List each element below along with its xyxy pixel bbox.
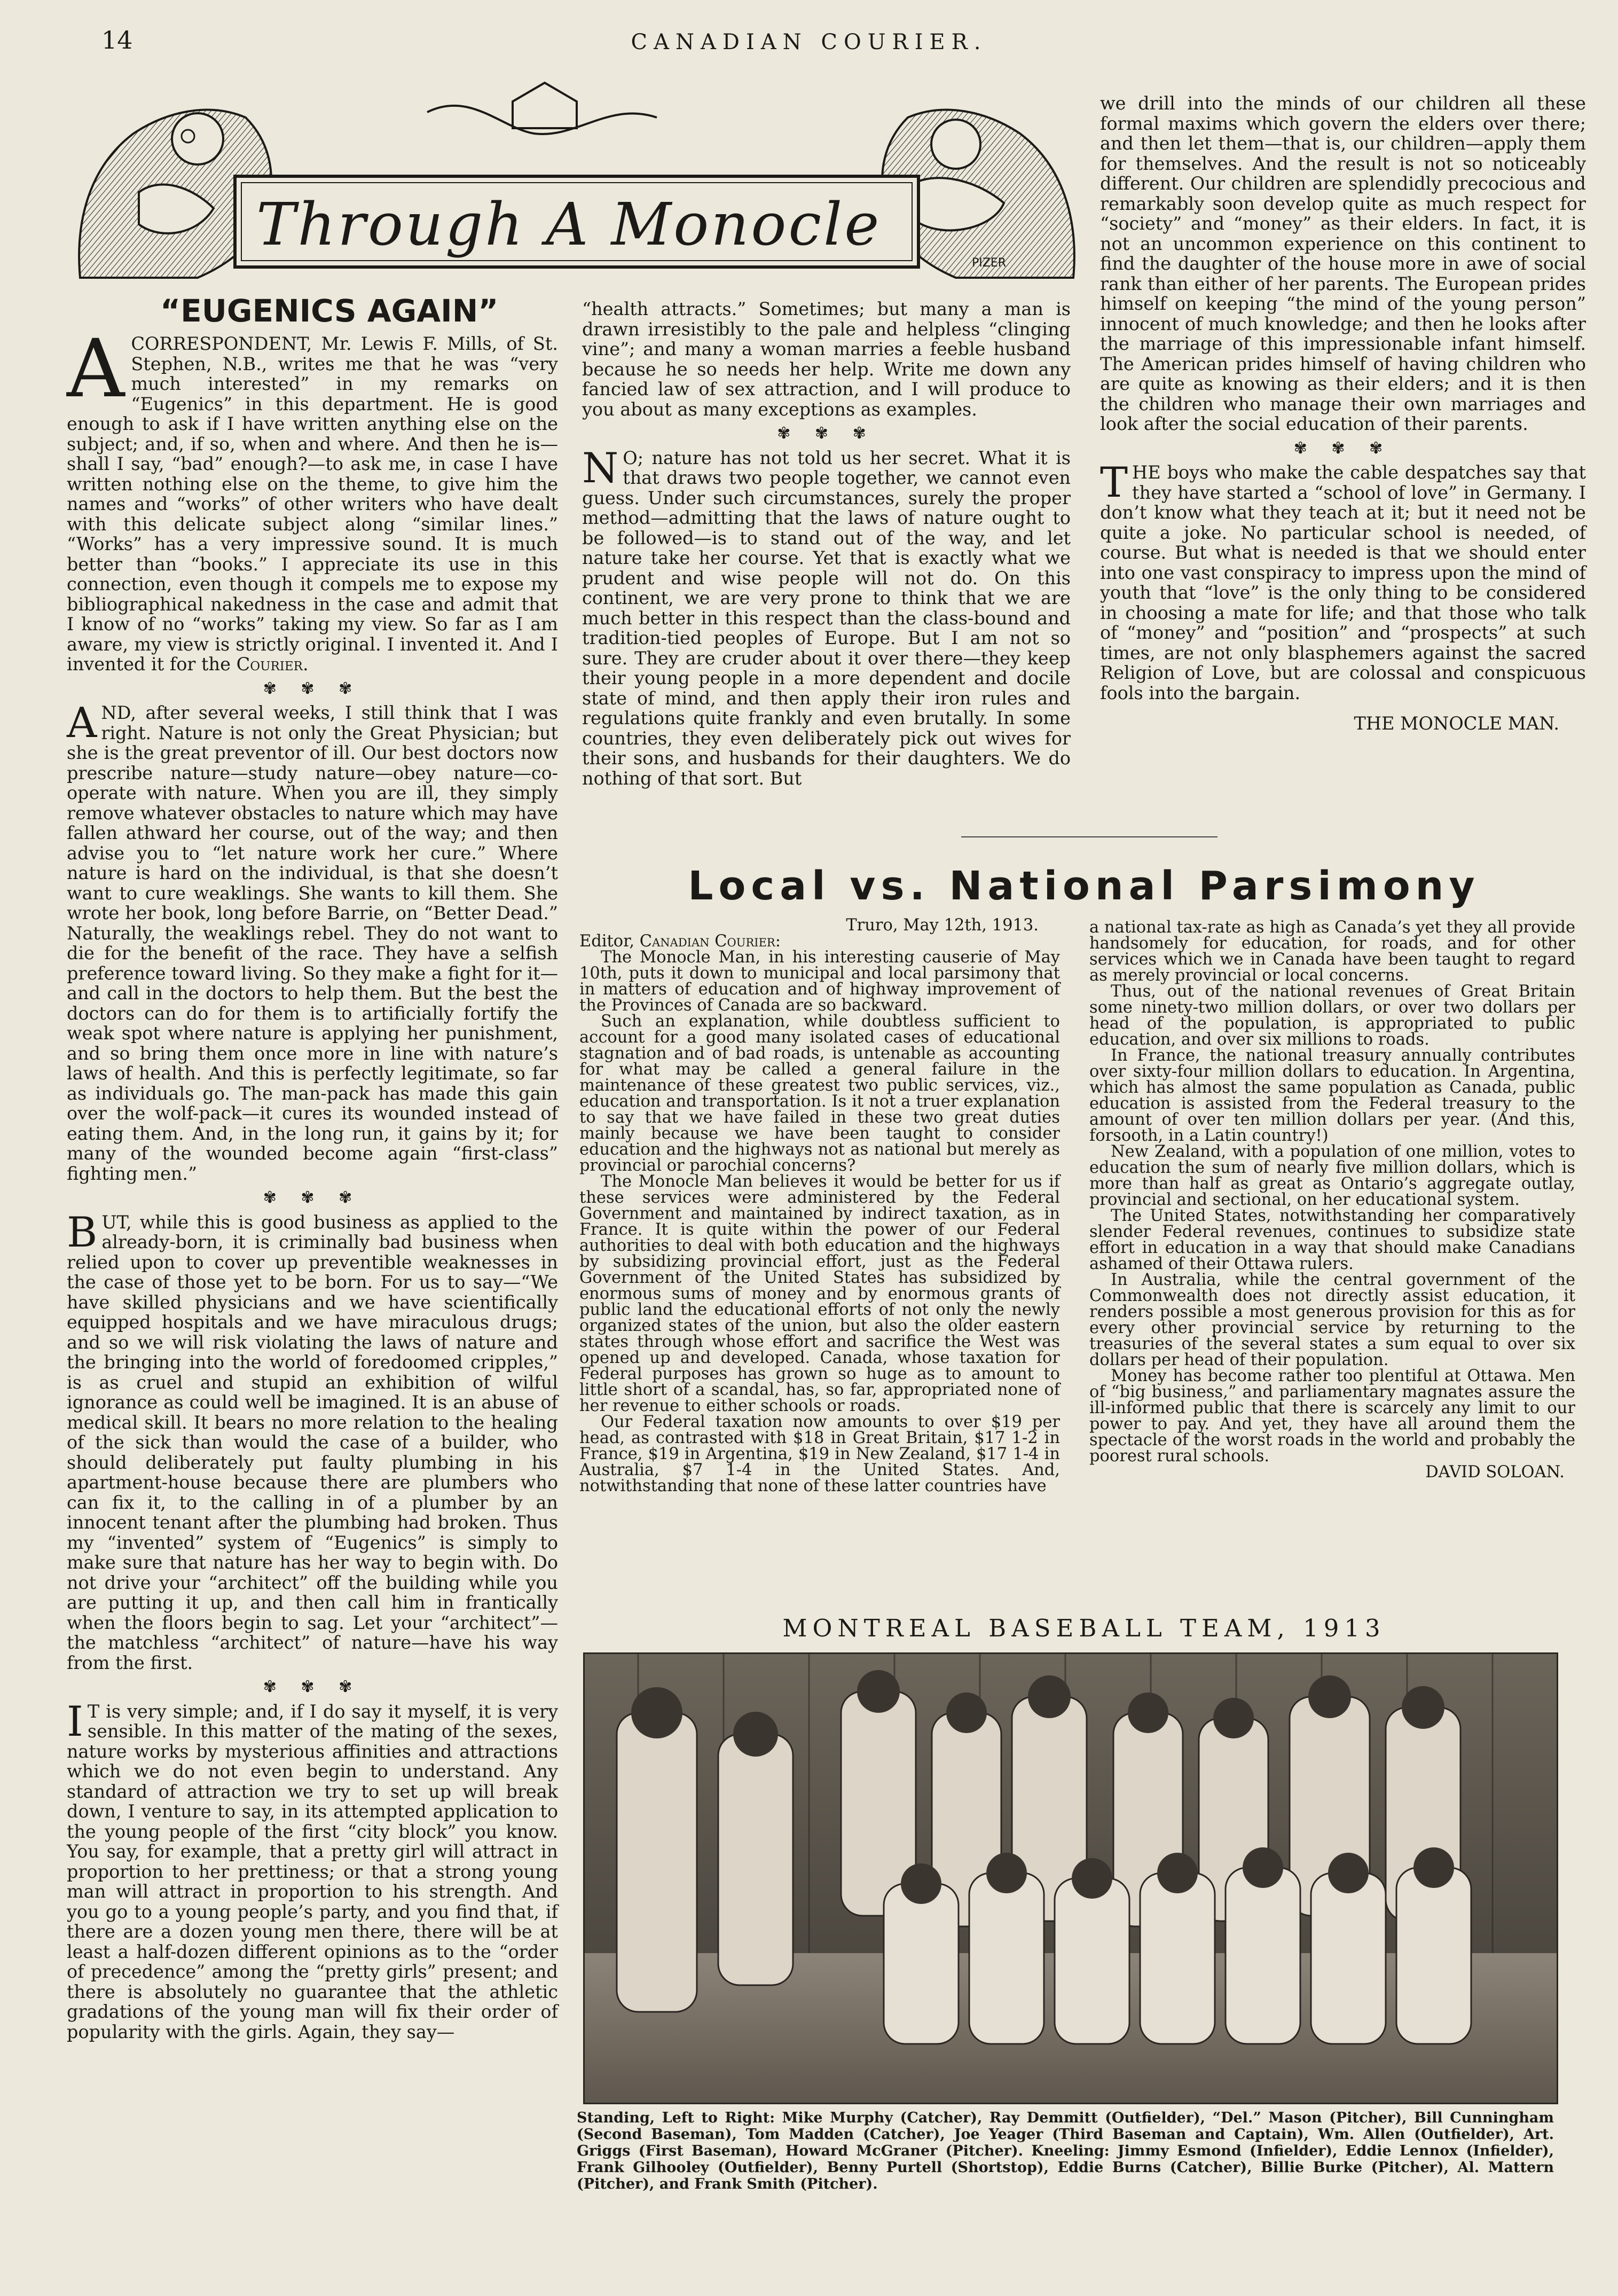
publication-title: CANADIAN COURIER. bbox=[631, 30, 987, 54]
section-divider bbox=[961, 836, 1218, 837]
section-ornament: ✾ ✾ ✾ bbox=[777, 424, 876, 443]
eugenics-title: “EUGENICS AGAIN” bbox=[160, 293, 499, 329]
eugenics-paragraph-2: ND, after several weeks, I still think that I was right. Nature is not only the Great Physician; but she is the great preventor of ill. Our best doctors now prescribe nature—study nature—obey nature—co-operate with nature. When you are ill, they simply remove whatever obstacles to nature which may have fallen athward her course, out of the way; and then advise you to “let nature work her cure.” Where nature is hard on the individual, is that she doesn’t want to cure weaklings. She wants to kill them. She wrote her book, long before Barrie, on “Better Dead.” Naturally, the weaklings rebel. They do not want to die for the benefit of the race. They have a selfish preference toward living. So they make a fight for it—and call in the doctors to help them. But the best the doctors can do for them is to artificially fortify the weak spot where nature is applying her punishment, and so bring them once more in line with nature’s laws of health. And this is perfectly legitimate, so far as individuals go. The man-pack has made this gain over the wolf-pack—it cures its wounded instead of eating them. And, in the long run, it gains by it; for many of the wounded become again “first-class” fighting men.” bbox=[67, 702, 558, 1184]
baseball-team-photo bbox=[583, 1652, 1558, 2104]
section-ornament: ✾ ✾ ✾ bbox=[263, 679, 362, 698]
eugenics-paragraph-6: O; nature has not told us her secret. What it is that draws two people together, we cannot even guess. Under such circumstances, surely the proper method—admitting that the laws of nature ought to be followed—is to stand out of the way, and let nature take her course. Yet that is exactly what we prudent and wise people will not do. On this continent, we are very prone to think that we are much better in this respect than the class-bound and tradition-tied peoples of Europe. But I am not so sure. They are cruder about it over there—they keep their young people in a more dependent and docile state of mind, and then apply their iron rules and regulations quite frankly and even brutally. In some countries, they even deliberately pick out wives for their sons, and husbands for their daughters. We do nothing of that sort. But bbox=[582, 447, 1071, 789]
eugenics-paragraph-1: CORRESPONDENT, Mr. Lewis F. Mills, of St. Stephen, N.B., writes me that he was “very much interested” in my remarks on “Eugenics” in this department. He is good enough to ask if I have written anything else on the subject; and, if so, when and where. And then he is—shall I say, “bad” enough?—to ask me, in case I have written nothing else on the theme, to give him the names and “works” of other writers who have dealt with this delicate subject along “similar lines.” “Works” has a very impressive sound. It is much better than “books.” I appreciate its use in this connection, even though it compels me to expose my bibliographical nakedness in the case and admit that I know of no “works” taking my view. So far as I am aware, my view is strictly original. I invented it. And I invented it for the bbox=[67, 333, 558, 675]
monocle-man-signature: THE MONOCLE MAN. bbox=[1354, 713, 1559, 734]
salutation-name: Canadian Courier: bbox=[639, 932, 781, 951]
letter-paragraph: In France, the national treasury annually contributes over sixty-four million dollars to education. In Argentina, which has almost the same population as Canada, public education is assisted from the Federal treasury to the amount of over ten million dollars per year. (And this, forsooth, in a Latin country!) bbox=[1089, 1046, 1575, 1145]
letter-paragraph: In Australia, while the central government of the Commonwealth does not directly assist education, it renders possible a most generous provision for this as for every other provincial service by returning to the treasuries of the several states a sum equal to over six dollars per head of their population. bbox=[1089, 1271, 1575, 1369]
eugenics-paragraph-7: we drill into the minds of our children all these formal maxims which govern the elders over there; and then let them—that is, our children—apply them for themselves. And the result is not so noticeably different. Our children are splendidly precocious and remarkably soon develop quite as much respect for “society” and “money” as their elders. In fact, it is not an uncommon experience on this continent to find the daughter of the house more in awe of social rank than either of her parents. The European prides himself on keeping “the mind of the young person” innocent of much knowledge; and then he looks after the marriage of this impressionable infant himself. The American prides himself of having children who are quite as knowing as their elders; and it is then the children who manage their own marriages and look after the social education of their parents. bbox=[1100, 93, 1586, 434]
letter-paragraph: The Monocle Man, in his interesting causerie of May 10th, puts it down to municipal and local parsimony that in matters of education and of highway improvement of the Provinces of Canada are so backward. bbox=[579, 948, 1060, 1015]
section-ornament: ✾ ✾ ✾ bbox=[1293, 438, 1393, 458]
courier-reference: Courier. bbox=[236, 654, 309, 675]
eugenics-paragraph-5: “health attracts.” Sometimes; but many a man is drawn irresistibly to the pale and helpless “clinging vine”; and many a woman marries a feeble husband because he so needs her help. Write me down any fancied law of sex attraction, and I will produce to you about as many exceptions as examples. bbox=[582, 299, 1071, 420]
local-parsimony-title: Local vs. National Parsimony bbox=[688, 863, 1480, 909]
soloan-signature: DAVID SOLOAN. bbox=[1425, 1463, 1565, 1482]
dropcap-a-2: A bbox=[67, 699, 97, 747]
section-ornament: ✾ ✾ ✾ bbox=[263, 1188, 362, 1207]
letter-paragraph: a national tax-rate as high as Canada’s yet they all provide handsomely for education, for roads, and for other services which we in Canada have been taught to regard as merely provincial or local concerns. bbox=[1089, 918, 1575, 985]
letter-paragraph: The Monocle Man believes it would be better for us if these services were administered by the Federal Government and maintained by indirect taxation, as in France. It is quite within the power of our Federal authorities to deal with both education and the highways by subsidizing provincial effort, just as the Federal Government of the United States has subsidized by enormous sums of money and by enormous grants of public land the educational efforts of not only the newly organized states of the union, but also the older eastern states through whose effort and sacrifice the West was opened up and developed. Canada, whose taxation for Federal purposes has grown so huge as to amount to little short of a scandal, has, so far, appropriated none of her revenue to either schools or roads. bbox=[579, 1172, 1060, 1415]
letter-paragraph: Our Federal taxation now amounts to over $19 per head, as contrasted with $18 in Great Britain, $17 1-2 in France, $19 in Argentina, $19 in New Zealand, $17 1-4 in Australia, $7 1-4 in the United States. And, notwithstanding that none of these latter countries have bbox=[579, 1413, 1060, 1495]
eugenics-paragraph-3: UT, while this is good business as applied to the already-born, it is criminally bad business when relied upon to cover up preventible weaknesses in the case of those yet to be born. For us to say—“We have skilled physicians and we have scientifically equipped hospitals and we have miraculous drugs; and so we will risk violating the laws of nature and the bringing into the world of foredoomed cripples,” is as cruel and stupid an exhibition of wilful ignorance as could well be imagined. It is an abuse of medical skill. It bears no more relation to the healing of the sick than would the case of a builder, who should deliberately put faulty plumbing in his apartment-house because there are plumbers who can fix it, to the calling in of a plumber by an innocent tenant after the plumbing had broken. Thus my “invented” system of “Eugenics” is simply to make sure that nature has her way to begin with. Do not drive your “architect” off the building while you are putting it up, and then call him in frantically when the floors begin to sag. Let your “architect”—the matchless “architect” of nature—have his way from the first. bbox=[67, 1211, 558, 1673]
letter-paragraph: Thus, out of the national revenues of Great Britain some ninety-two million dollars, or over two dollars per head of the population, is appropriated to public education, and over six millions to roads. bbox=[1089, 982, 1575, 1049]
banner-artist-signature: PIZER bbox=[972, 256, 1007, 270]
letter-paragraph: Money has become rather too plentiful at Ottawa. Men of “big business,” and parliamentary magnates assure the ill-informed public that there is scarcely any limit to our power to pay. And yet, they have all around them the spectacle of the worst roads in the world and probably the poorest rural schools. bbox=[1089, 1367, 1575, 1466]
banner-title: Through A Monocle bbox=[256, 190, 882, 258]
dropcap-a: A bbox=[67, 323, 125, 416]
eugenics-column-3 bbox=[1100, 93, 1586, 734]
page-number: 14 bbox=[101, 26, 133, 54]
salutation-prefix: Editor, bbox=[579, 932, 635, 951]
letter-dateline: Truro, May 12th, 1913. bbox=[846, 916, 1039, 935]
letter-paragraph: Such an explanation, while doubtless sufficient to account for a good many isolated cases of educational stagnation and of bad roads, is untenable as accounting for what may be called a general failure in the maintenance of these greatest two public services, viz., education and transportation. Is it not a truer explanation to say that we have failed in these two great duties mainly because we have been taught to consider education and the highways not as national but merely as provincial or parochial concerns? bbox=[579, 1012, 1060, 1175]
team-photo-illustration bbox=[585, 1654, 1557, 2103]
monocle-banner bbox=[75, 80, 1079, 283]
dropcap-i: I bbox=[67, 1697, 83, 1746]
dropcap-b: B bbox=[67, 1208, 98, 1257]
eugenics-column-2 bbox=[582, 299, 1071, 788]
photo-caption: Standing, Left to Right: Mike Murphy (Catcher), Ray Demmitt (Outfielder), “Del.” Mason (Pitcher), Bill Cunningham (Second Baseman), Tom Madden (Catcher), Joe Yeager (Third Baseman and Captain), Wm. Allen (Outfielder), Art. Griggs (First Baseman), Howard McGraner (Pitcher). Kneeling: Jimmy Esmond (Infielder), Eddie Lennox (Infielder), Frank Gilhooley (Outfielder), Benny Purtell (Shortstop), Eddie Burns (Catcher), Billie Burke (Pitcher), Al. Mattern (Pitcher), and Frank Smith (Pitcher). bbox=[577, 2110, 1554, 2192]
letter-paragraph: New Zealand, with a population of one million, votes to education the sum of nearly five million dollars, which is more than half as great as Ontario’s aggregate outlay, provincial and sectional, on her educational system. bbox=[1089, 1142, 1575, 1209]
dropcap-n: N bbox=[582, 444, 619, 492]
section-ornament: ✾ ✾ ✾ bbox=[263, 1678, 362, 1696]
eugenics-column-1 bbox=[67, 323, 558, 2042]
photo-title: MONTREAL BASEBALL TEAM, 1913 bbox=[782, 1614, 1386, 1642]
letter-paragraph: The United States, notwithstanding her comparatively slender Federal revenues, continues to subsidize state effort in education in a way that should make Canadians ashamed of their Ottawa rulers. bbox=[1089, 1206, 1575, 1273]
letter-column-right bbox=[1089, 920, 1575, 1480]
eugenics-paragraph-8: HE boys who make the cable despatches say that they have started a “school of love” in Germany. I don’t know what they teach at it; but it need not be quite a joke. No particular school is needed, of course. But what is needed is that we should enter into one vast conspiracy to impress upon the mind of youth that “love” is the only thing to be considered in choosing a mate for life; and that those who talk of “money” and “position” and “prospects” at such times, are not only blasphemers against the sacred Religion of Love, but are colossal and conspicuous fools into the bargain. bbox=[1100, 462, 1586, 703]
letter-column-left bbox=[579, 918, 1060, 1494]
eugenics-paragraph-4: T is very simple; and, if I do say it myself, it is very sensible. In this matter of the mating of the sexes, nature works by mysterious affinities and attractions which we do not even begin to understand. Any standard of attraction we try to set up will break down, I venture to say, in its attempted application to the young people of the first “city block” you know. You say, for example, that a pretty girl will attract in proportion to her prettiness; or that a strong young man will attract in proportion to his strength. And you go to a young people’s party, and you find that, if there are a dozen young men there, there will be at least a half-dozen different opinions as to the “order of precedence” among the “pretty girls” present; and there is absolutely no guarantee that the athletic gradations of the young man will fix their order of popularity with the girls. Again, they say— bbox=[67, 1701, 558, 2042]
dropcap-t: T bbox=[1100, 459, 1128, 507]
